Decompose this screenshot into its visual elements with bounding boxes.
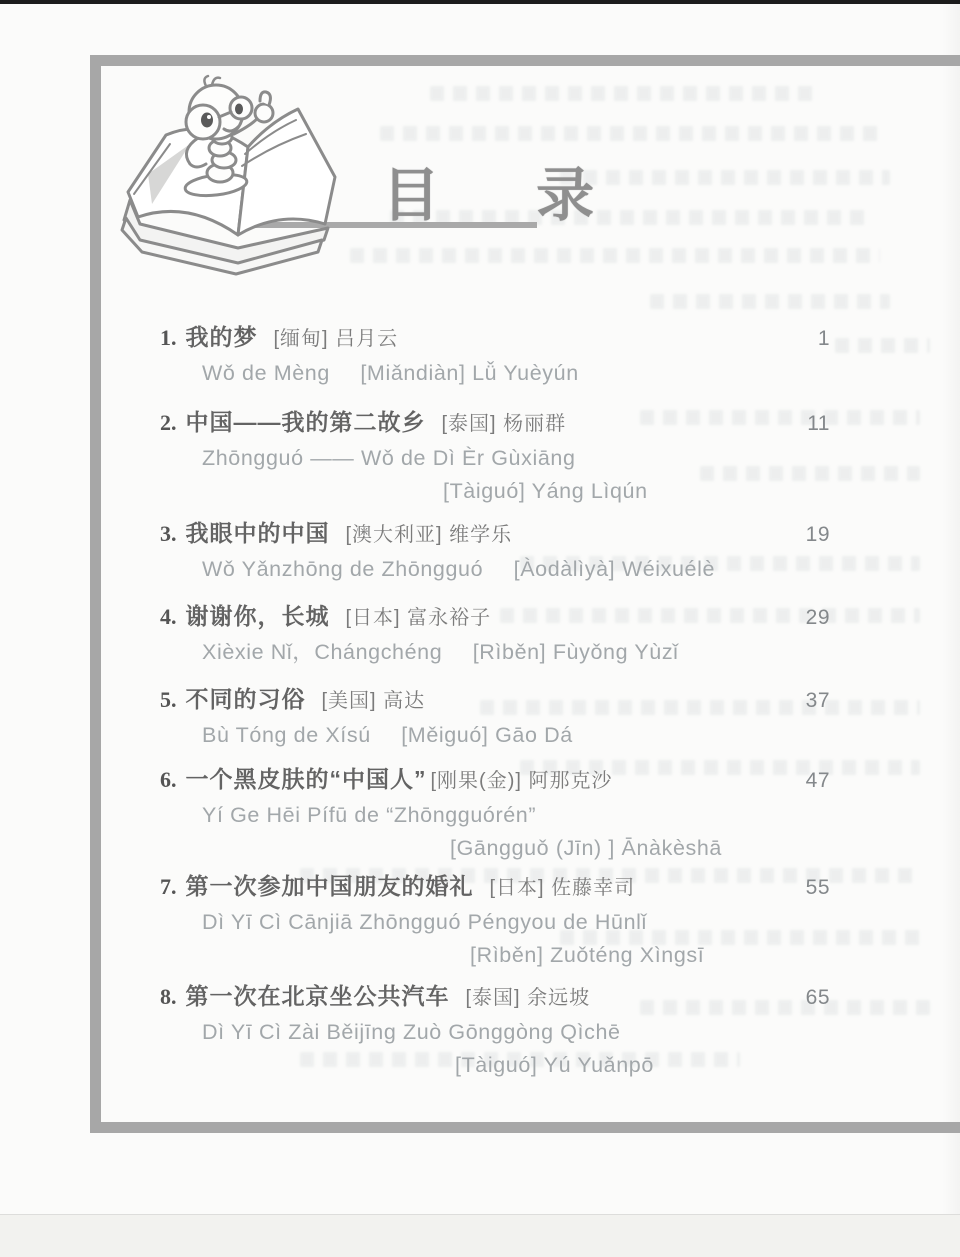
entry-attribution-zh: [日本] 佐藤幸司	[489, 877, 636, 899]
entry-title-zh: 我眼中的中国	[185, 520, 330, 546]
entry-title-pinyin: Wǒ Yǎnzhōng de Zhōngguó	[202, 557, 484, 581]
entry-title-zh: 谢谢你，长城	[185, 603, 330, 629]
entry-number: 8.	[160, 984, 177, 1009]
entry-attribution-pinyin: [Měiguó] Gāo Dá	[401, 723, 573, 747]
entry-page-number: 1	[817, 327, 830, 350]
entry-page-number: 37	[805, 689, 830, 712]
entry-title-pinyin: Xièxie Nǐ，Chángchéng	[202, 640, 443, 664]
bookworm-reading-open-book-icon	[110, 72, 354, 284]
toc-entry	[160, 684, 830, 753]
entry-attribution-pinyin: [Rìběn] Fùyǒng Yùzǐ	[472, 640, 679, 664]
entry-title-pinyin: Wǒ de Mèng	[202, 361, 330, 385]
entry-title-zh: 中国——我的第二故乡	[185, 409, 426, 435]
entry-number: 4.	[160, 604, 177, 629]
entry-page-number: 55	[805, 876, 830, 899]
entry-attribution-pinyin: [Miǎndiàn] Lǚ Yuèyún	[360, 361, 579, 385]
entry-number: 5.	[160, 687, 177, 712]
entry-title-pinyin: Bù Tóng de Xísú	[202, 723, 371, 747]
entry-page-number: 29	[805, 606, 830, 629]
entry-attribution-zh: [澳大利亚] 维学乐	[345, 524, 513, 546]
entry-attribution-zh: [美国] 高达	[321, 690, 426, 712]
entry-attribution-pinyin: [Gāngguǒ (Jīn) ] Ānàkèshā	[450, 836, 722, 860]
entry-number: 3.	[160, 521, 177, 546]
entry-page-number: 11	[807, 412, 830, 435]
entry-number: 2.	[160, 410, 177, 435]
toc-entry	[160, 407, 830, 508]
entry-title-zh: 我的梦	[185, 324, 258, 350]
toc-entry	[160, 518, 830, 587]
entry-attribution-zh: [泰国] 余远坡	[465, 987, 591, 1009]
entry-title-zh: 第一次参加中国朋友的婚礼	[185, 873, 474, 899]
entry-attribution-zh: [缅甸] 吕月云	[273, 328, 399, 350]
entry-attribution-pinyin: [Àodàlìyà] Wéixuélè	[513, 557, 716, 581]
entry-title-zh: 第一次在北京坐公共汽车	[185, 983, 450, 1009]
scan-edge-bottom	[0, 1214, 960, 1257]
entry-attribution-pinyin: [Tàiguó] Yáng Lìqún	[443, 479, 648, 503]
entry-page-number: 65	[805, 986, 830, 1009]
toc-entry	[160, 764, 830, 865]
toc-entry	[160, 601, 830, 670]
entry-attribution-pinyin: [Tàiguó] Yú Yuǎnpō	[455, 1053, 654, 1077]
toc-entry	[160, 322, 830, 391]
entry-attribution-zh: [刚果(金)] 阿那克沙	[430, 770, 613, 792]
page-title: 目 录	[382, 163, 635, 228]
entry-number: 6.	[160, 767, 177, 792]
entry-number: 1.	[160, 325, 177, 350]
entry-title-zh: 一个黑皮肤的“中国人”	[185, 766, 427, 792]
entry-attribution-pinyin: [Rìběn] Zuǒténg Xìngsī	[470, 943, 705, 967]
entry-page-number: 47	[805, 769, 830, 792]
entry-title-pinyin: Zhōngguó —— Wǒ de Dì Èr Gùxiāng	[202, 446, 576, 470]
entry-title-pinyin: Yí Ge Hēi Pífū de “Zhōngguórén”	[202, 803, 537, 827]
toc-entry	[160, 871, 830, 972]
scan-edge-top	[0, 0, 960, 4]
entry-number: 7.	[160, 874, 177, 899]
entry-page-number: 19	[805, 523, 830, 546]
entry-attribution-zh: [日本] 富永裕子	[345, 607, 492, 629]
entry-title-pinyin: Dì Yī Cì Zài Běijīng Zuò Gōnggòng Qìchē	[202, 1020, 621, 1044]
entry-title-pinyin: Dì Yī Cì Cānjiā Zhōngguó Péngyou de Hūnlǐ	[202, 910, 647, 934]
toc-entry	[160, 981, 830, 1082]
entry-attribution-zh: [泰国] 杨丽群	[441, 413, 567, 435]
entry-title-zh: 不同的习俗	[185, 686, 306, 712]
